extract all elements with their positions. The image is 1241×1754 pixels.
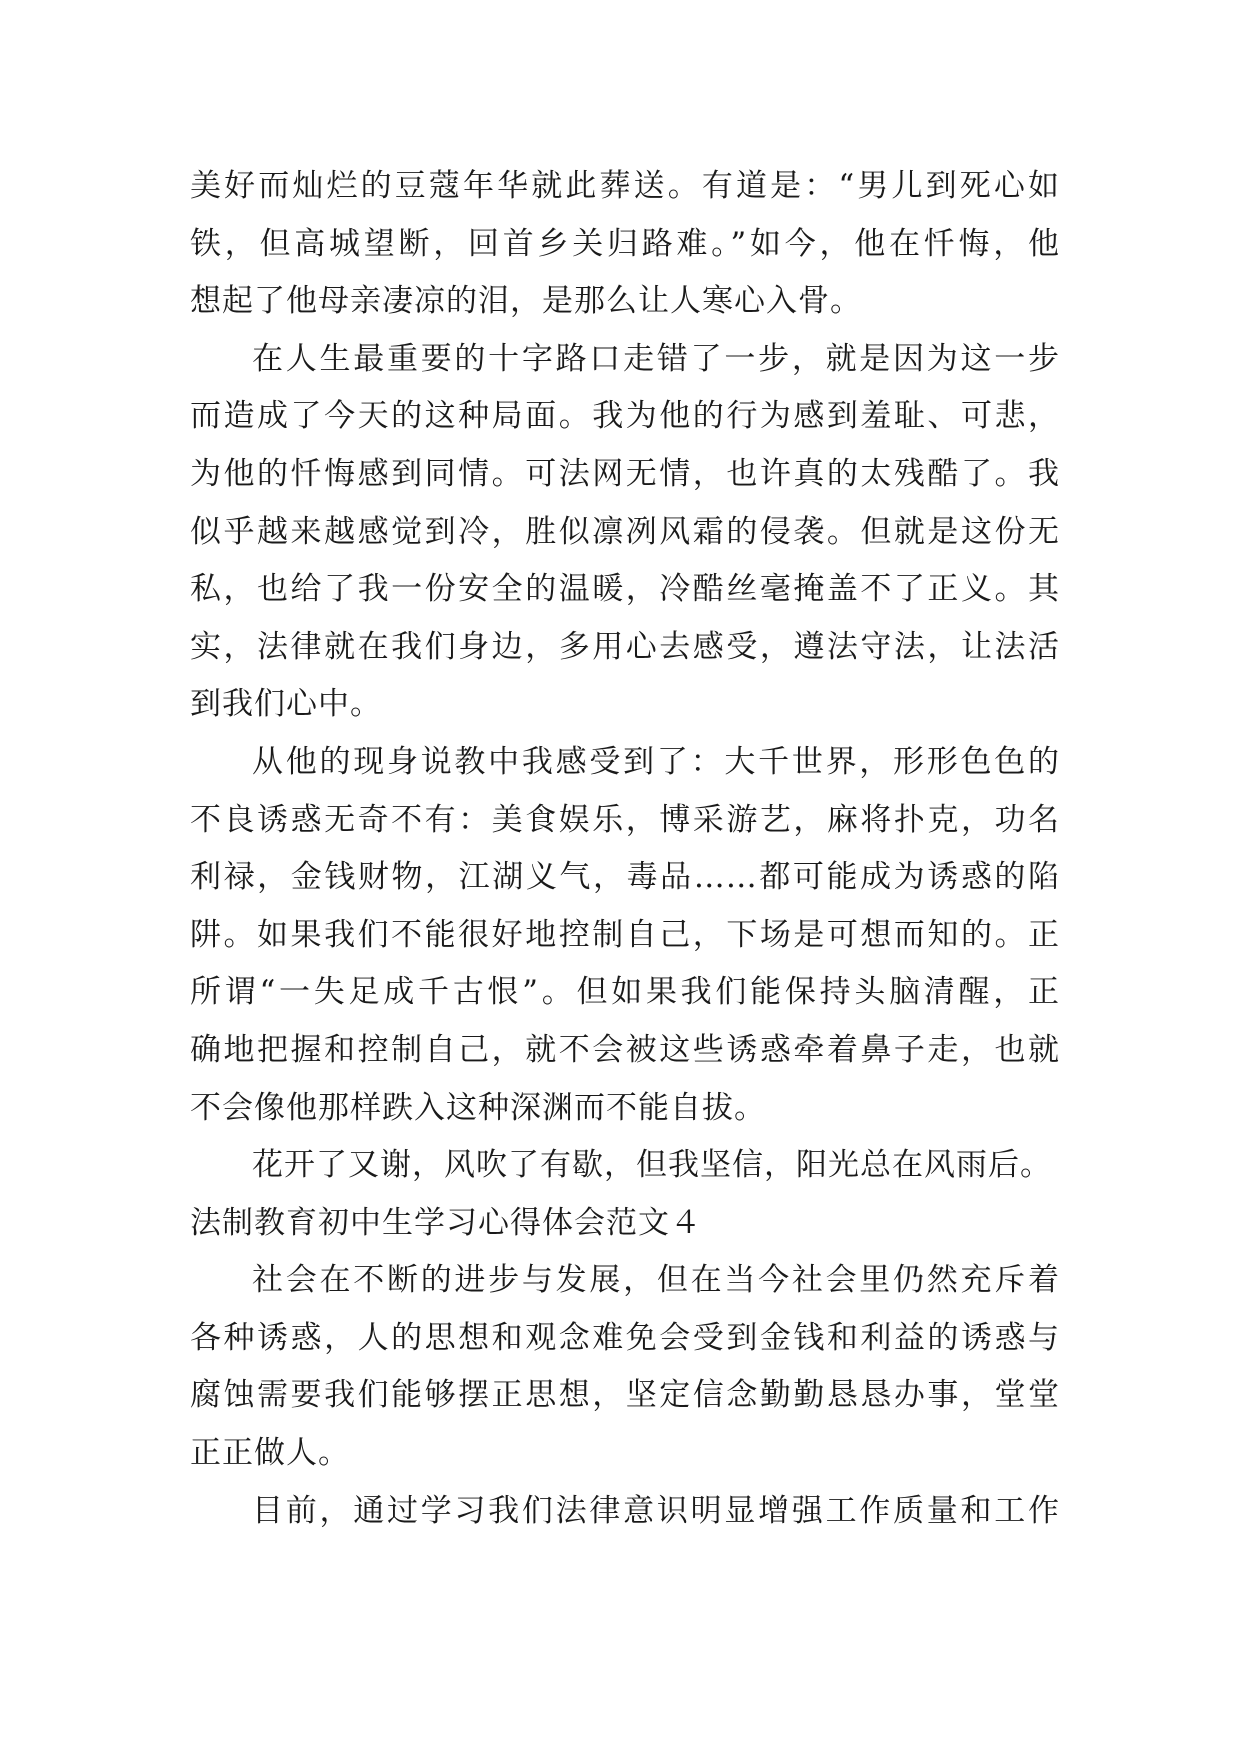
text-line: 各种诱惑，人的思想和观念难免会受到金钱和利益的诱惑与 xyxy=(190,1319,1060,1356)
text-line: 腐蚀需要我们能够摆正思想，坚定信念勤勤恳恳办事，堂堂 xyxy=(190,1377,1060,1414)
paragraph-6 xyxy=(190,1483,1060,1541)
paragraph-1 xyxy=(190,158,1060,331)
text-line: 到我们心中。 xyxy=(190,686,382,723)
text-line: 美好而灿烂的豆蔻年华就此葬送。有道是：“男儿到死心如 xyxy=(190,168,1060,204)
text-line: 在人生最重要的十字路口走错了一步，就是因为这一步 xyxy=(252,340,1060,377)
text-line: 花开了又谢，风吹了有歇，但我坚信，阳光总在风雨后。 xyxy=(252,1147,1052,1184)
paragraph-3 xyxy=(190,734,1060,1137)
text-line: 从他的现身说教中我感受到了：大千世界，形形色色的 xyxy=(252,743,1060,780)
text-line: 目前，通过学习我们法律意识明显增强工作质量和工作 xyxy=(252,1492,1060,1529)
text-line: 铁，但高城望断，回首乡关归路难。”如今，他在忏悔，他 xyxy=(190,225,1060,262)
paragraph-4 xyxy=(190,1137,1060,1195)
text-line: 利禄，金钱财物，江湖义气，毒品……都可能成为诱惑的陷 xyxy=(190,859,1060,896)
paragraph-5 xyxy=(190,1252,1060,1482)
text-line: 所谓“一失足成千古恨”。但如果我们能保持头脑清醒，正 xyxy=(190,974,1060,1011)
text-line: 私，也给了我一份安全的温暖，冷酷丝毫掩盖不了正义。其 xyxy=(190,571,1060,608)
document-body xyxy=(190,158,1060,1540)
text-line: 想起了他母亲凄凉的泪，是那么让人寒心入骨。 xyxy=(190,283,862,320)
text-line: 实，法律就在我们身边，多用心去感受，遵法守法，让法活 xyxy=(190,628,1060,665)
text-line: 为他的忏悔感到同情。可法网无情，也许真的太残酷了。我 xyxy=(190,455,1060,492)
text-line: 似乎越来越感觉到冷，胜似凛冽风霜的侵袭。但就是这份无 xyxy=(190,513,1060,550)
text-line: 社会在不断的进步与发展，但在当今社会里仍然充斥着 xyxy=(252,1262,1060,1299)
text-line: 不会像他那样跌入这种深渊而不能自拔。 xyxy=(190,1089,766,1126)
paragraph-2 xyxy=(190,331,1060,734)
text-line: 不良诱惑无奇不有：美食娱乐，博采游艺，麻将扑克，功名 xyxy=(190,801,1060,838)
text-line: 阱。如果我们不能很好地控制自己，下场是可想而知的。正 xyxy=(190,916,1060,953)
section-heading xyxy=(190,1195,1060,1253)
text-line: 而造成了今天的这种局面。我为他的行为感到羞耻、可悲， xyxy=(190,398,1060,435)
text-line: 正正做人。 xyxy=(190,1435,350,1472)
text-line: 确地把握和控制自己，就不会被这些诱惑牵着鼻子走，也就 xyxy=(190,1031,1060,1068)
heading-text: 法制教育初中生学习心得体会范文４ xyxy=(190,1204,702,1241)
